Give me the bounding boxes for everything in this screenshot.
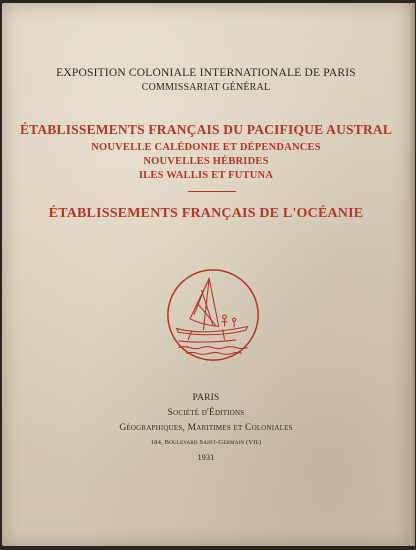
organizer-line: EXPOSITION COLONIALE INTERNATIONALE DE PARIS <box>56 67 356 79</box>
subtitle-line-2: NOUVELLES HÉBRIDES <box>143 156 269 167</box>
subtitle-line-1: NOUVELLE CALÉDONIE ET DÉPENDANCES <box>91 142 321 153</box>
section-title: ÉTABLISSEMENTS FRANÇAIS DE L'OCÉANIE <box>48 206 364 221</box>
book-cover <box>2 3 410 546</box>
book-spine-edge <box>410 3 415 546</box>
main-title: ÉTABLISSEMENTS FRANÇAIS DU PACIFIQUE AUSTRAL <box>19 122 393 137</box>
outrigger-canoe-emblem-icon <box>165 267 261 363</box>
publisher-address: 184, Boulevard Saint-Germain (VIe) <box>150 439 262 446</box>
publisher-name: Société d'Éditions <box>167 408 245 418</box>
publication-year: 1931 <box>197 453 215 462</box>
publisher-name-line-2: Géographiques, Maritimes et Coloniales <box>119 423 293 433</box>
title-divider <box>188 191 236 192</box>
commissariat-line: COMMISSARIAT GÉNÉRAL <box>141 82 271 93</box>
subtitle-line-3: ILES WALLIS ET FUTUNA <box>138 170 274 181</box>
publisher-city: PARIS <box>192 393 220 403</box>
